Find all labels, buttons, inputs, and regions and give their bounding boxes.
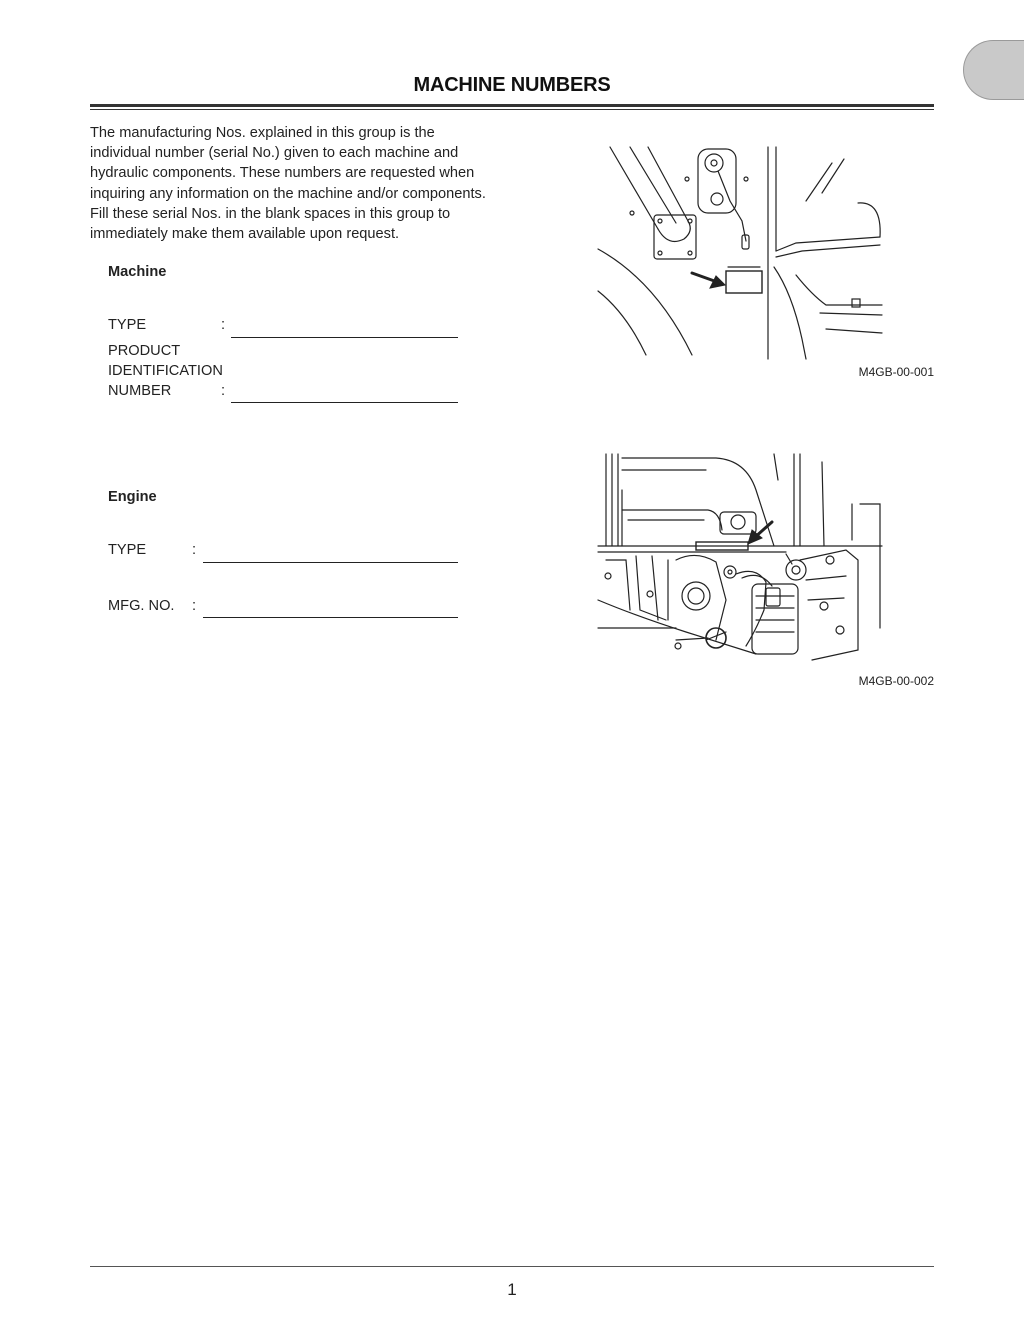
- machine-pin-colon: :: [221, 383, 226, 399]
- machine-pin-label-line2: IDENTIFICATION: [108, 363, 223, 379]
- engine-mfg-colon: :: [192, 598, 197, 614]
- page-title: MACHINE NUMBERS: [413, 74, 611, 96]
- intro-line: The manufacturing Nos. explained in this group is the: [90, 125, 435, 141]
- figure-2-caption: M4GB-00-002: [858, 674, 934, 688]
- figure-1-caption: M4GB-00-001: [858, 365, 934, 379]
- engine-type-blank-field[interactable]: [203, 562, 458, 563]
- machine-heading: Machine: [108, 264, 167, 280]
- machine-number-plate-figure: [596, 143, 886, 363]
- intro-line: individual number (serial No.) given to each machine and: [90, 145, 459, 162]
- engine-number-figure: [596, 450, 886, 670]
- machine-pin-label-line1: PRODUCT: [108, 343, 181, 359]
- machine-type-colon: :: [221, 317, 226, 333]
- engine-heading: Engine: [108, 489, 157, 505]
- engine-type-label: TYPE: [108, 542, 147, 558]
- footer-rule: [90, 1266, 934, 1267]
- machine-type-blank-field[interactable]: [231, 337, 458, 338]
- machine-pin-blank-field[interactable]: [231, 402, 458, 403]
- intro-paragraph: [90, 123, 540, 244]
- engine-mfg-blank-field[interactable]: [203, 617, 458, 618]
- section-tab-marker: [963, 40, 1024, 100]
- machine-pin-label-line3: NUMBER: [108, 383, 172, 399]
- engine-type-colon: :: [192, 542, 197, 558]
- engine-mfg-label: MFG. NO.: [108, 598, 175, 614]
- intro-line: inquiring any information on the machine and/or components.: [90, 185, 486, 202]
- title-rule-thin: [90, 109, 934, 110]
- intro-line: Fill these serial Nos. in the blank spaces in this group to: [90, 205, 451, 222]
- page-number: 1: [507, 1280, 517, 1299]
- intro-line: immediately make them available upon request.: [90, 226, 400, 243]
- intro-line: hydraulic components. These numbers are requested when: [90, 165, 475, 182]
- title-rule-thick: [90, 104, 934, 107]
- machine-type-label: TYPE: [108, 317, 147, 333]
